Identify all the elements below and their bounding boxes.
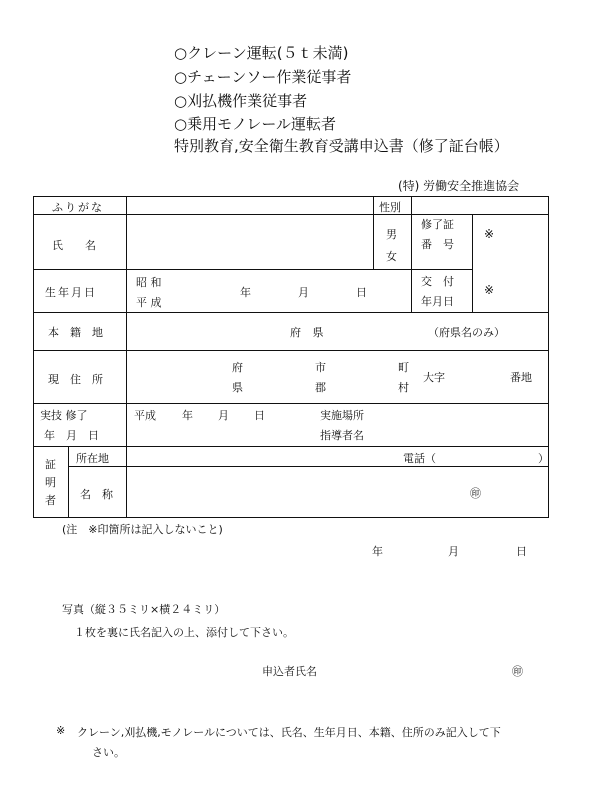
practical-completion-label-2: 年 月 日 <box>44 429 99 442</box>
addr-fu: 府 <box>232 361 243 374</box>
header-line-crane: ○クレーン運転(５ｔ未満) <box>174 44 349 62</box>
col-divider <box>126 196 127 446</box>
practical-completion-label: 実技 修了 <box>40 409 88 422</box>
birth-day-label: 日 <box>356 286 367 299</box>
era-heisei-completion: 平成 <box>134 409 156 422</box>
col-divider <box>373 196 374 269</box>
completion-month-label: 月 <box>218 409 229 422</box>
col-divider <box>126 446 127 518</box>
photo-spec: 写真（縦３５ミリ×横２４ミリ） <box>62 603 226 616</box>
footer-mark: ※ <box>56 724 66 737</box>
date-year: 年 <box>372 545 383 558</box>
addr-gun: 郡 <box>315 381 326 394</box>
era-heisei[interactable]: 平 成 <box>136 296 162 309</box>
footer-note-cont: さい。 <box>92 746 125 759</box>
issue-date-label: 交 付 <box>421 275 454 288</box>
certifier-label-3: 者 <box>45 494 56 507</box>
certifier-seal: ㊞ <box>470 487 481 500</box>
domicile-label: 本 籍 地 <box>48 326 103 339</box>
date-month: 月 <box>448 545 459 558</box>
era-showa[interactable]: 昭 和 <box>136 276 162 289</box>
certifier-label-1: 証 <box>45 458 56 471</box>
name-label: 氏 名 <box>52 239 96 252</box>
row-divider <box>33 403 549 404</box>
addr-machi: 町 <box>398 361 409 374</box>
address-label: 現 住 所 <box>48 373 103 386</box>
venue-label: 実施場所 <box>320 409 364 422</box>
org-name-label: 名 称 <box>80 488 113 501</box>
gender-male[interactable]: 男 <box>386 228 397 241</box>
prefecture-label: 府 県 <box>290 326 328 339</box>
col-divider <box>472 214 473 312</box>
header-line-chainsaw: ○チェーンソー作業従事者 <box>174 68 352 86</box>
birth-year-label: 年 <box>240 286 251 299</box>
phone-label: 電話（ <box>403 452 436 465</box>
organization-name: (特) 労働安全推進協会 <box>398 179 520 193</box>
date-day: 日 <box>516 545 527 558</box>
row-divider <box>33 269 472 270</box>
addr-banchi: 番地 <box>510 371 532 384</box>
cert-number-label: 修了証 <box>421 218 454 231</box>
location-label: 所在地 <box>76 452 109 465</box>
issue-date-label-2: 年月日 <box>421 295 454 308</box>
addr-oaza: 大字 <box>423 371 445 384</box>
col-divider <box>411 196 412 312</box>
note-text: (注 ※印箇所は記入しないこと) <box>62 523 223 536</box>
row-divider <box>33 312 549 313</box>
birthdate-label: 生年月日 <box>45 286 97 299</box>
row-divider <box>68 466 549 467</box>
prefecture-note: （府県名のみ） <box>428 326 505 339</box>
page-title: 特別教育,安全衛生教育受講申込書（修了証台帳） <box>174 137 509 155</box>
photo-instruction: １枚を裏に氏名記入の上、添付して下さい。 <box>74 626 294 639</box>
certifier-label-2: 明 <box>45 476 56 489</box>
addr-ken: 県 <box>232 381 243 394</box>
row-divider <box>33 446 549 447</box>
footer-note: クレーン,刈払機,モノレールについては、氏名、生年月日、本籍、住所のみ記入して下 <box>77 726 501 739</box>
applicant-name-label: 申込者氏名 <box>262 665 317 678</box>
gender-label: 性別 <box>379 201 401 214</box>
addr-shi: 市 <box>315 361 326 374</box>
applicant-seal: ㊞ <box>512 665 523 678</box>
completion-day-label: 日 <box>254 409 265 422</box>
office-use-mark: ※ <box>484 283 495 297</box>
addr-mura: 村 <box>398 381 409 394</box>
completion-year-label: 年 <box>182 409 193 422</box>
col-divider <box>68 446 69 518</box>
header-line-monorail: ○乗用モノレール運転者 <box>174 115 337 133</box>
phone-close: ） <box>538 452 549 465</box>
office-use-mark: ※ <box>484 227 495 241</box>
furigana-label: ふりがな <box>52 201 104 214</box>
cert-number-label-2: 番 号 <box>421 238 454 251</box>
row-divider <box>33 350 549 351</box>
gender-female[interactable]: 女 <box>386 250 397 263</box>
header-line-brushcutter: ○刈払機作業従事者 <box>174 92 308 110</box>
instructor-label: 指導者名 <box>320 429 364 442</box>
birth-month-label: 月 <box>298 286 309 299</box>
